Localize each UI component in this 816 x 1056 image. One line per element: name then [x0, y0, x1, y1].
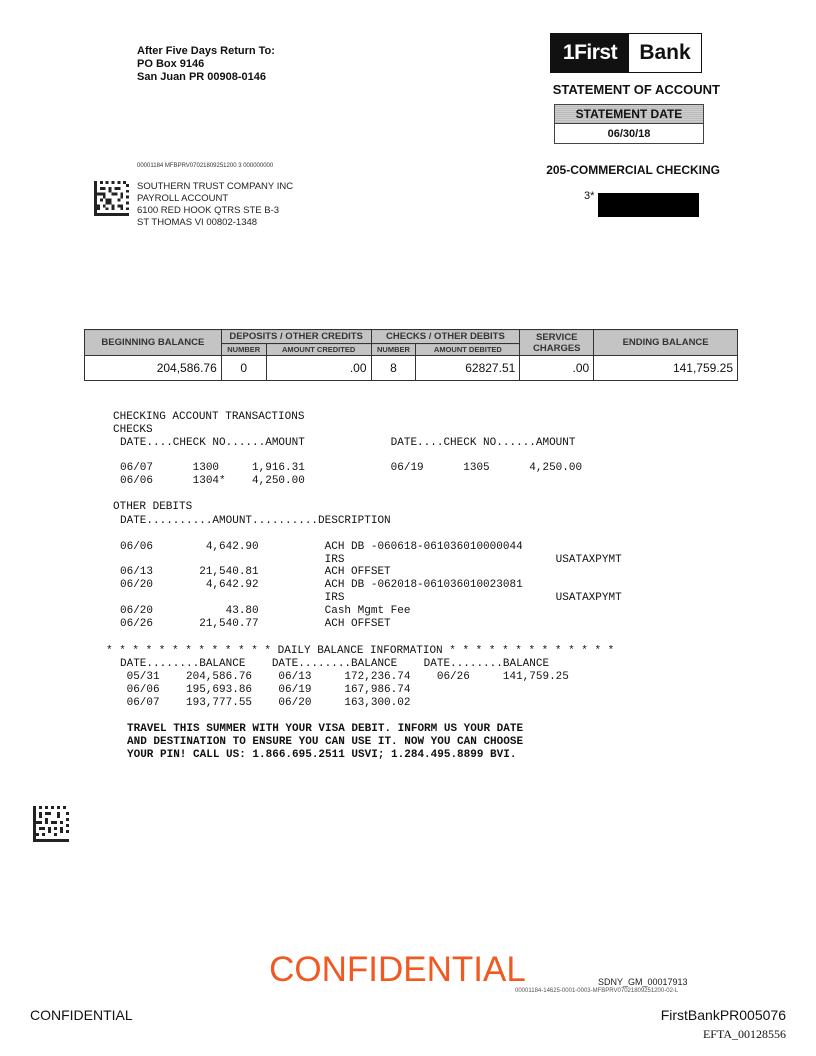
return-address	[137, 45, 275, 84]
checks-row: 06/06 1304* 4,250.00	[120, 475, 305, 487]
promo-message-line: YOUR PIN! CALL US: 1.866.695.2511 USVI; 1.284.495.8899 BVI.	[127, 749, 517, 761]
service-charges-header: SERVICE CHARGES	[520, 330, 594, 356]
transactions-section-title: CHECKING ACCOUNT TRANSACTIONS	[113, 411, 305, 423]
deposits-header: DEPOSITS / OTHER CREDITS	[221, 330, 371, 344]
other-debit-row: 06/20 4,642.92 ACH DB -062018-061036010023081	[120, 579, 523, 591]
checks-header: CHECKS / OTHER DEBITS	[371, 330, 520, 344]
checks-header: DATE....CHECK NO......AMOUNT DATE....CHECK NO......AMOUNT	[120, 437, 576, 449]
statement-date-value: 06/30/18	[607, 128, 651, 140]
other-debits-title: OTHER DEBITS	[113, 501, 193, 513]
service-charges-value: .00	[520, 356, 594, 381]
micro-code: 00001184-14625-0001-0003-MFBPRV07021809251200-02-L	[515, 988, 679, 994]
bank-production-number: FirstBankPR005076	[660, 1007, 786, 1023]
promo-message-line: AND DESTINATION TO ENSURE YOU CAN USE IT. NOW YOU CAN CHOOSE	[127, 736, 524, 748]
mail-code: 00001184 MFBPRV07021809251200 3 000000000	[137, 163, 274, 169]
statement-date-box	[554, 104, 704, 144]
amount-credited-header: AMOUNT CREDITED	[266, 344, 371, 356]
other-debit-row: 06/26 21,540.77 ACH OFFSET	[120, 618, 391, 630]
beginning-balance-header: BEGINNING BALANCE	[85, 330, 222, 356]
other-debit-row: IRS USATAXPYMT	[120, 554, 622, 566]
logo-first-text: 1First	[551, 34, 629, 72]
checks-title: CHECKS	[113, 424, 153, 436]
logo-bank-text: Bank	[639, 41, 691, 64]
other-debit-row: 06/20 43.80 Cash Mgmt Fee	[120, 605, 411, 617]
daily-balance-row: 05/31 204,586.76 06/13 172,236.74 06/26 141,759.25	[120, 671, 569, 683]
daily-balance-header: DATE........BALANCE DATE........BALANCE DATE........BALANCE	[120, 658, 550, 670]
debit-amount-value: 62827.51	[416, 356, 520, 381]
promo-message-line: TRAVEL THIS SUMMER WITH YOUR VISA DEBIT. INFORM US YOUR DATE	[127, 723, 524, 735]
other-debit-row: 06/13 21,540.81 ACH OFFSET	[120, 566, 391, 578]
account-number-prefix: 3*	[584, 190, 595, 202]
daily-balance-banner: * * * * * * * * * * * * * DAILY BALANCE INFORMATION * * * * * * * * * * * * *	[106, 645, 615, 657]
efta-number: EFTA_00128556	[702, 1027, 786, 1041]
other-debits-header: DATE..........AMOUNT..........DESCRIPTION	[120, 515, 391, 527]
amount-debited-header: AMOUNT DEBITED	[416, 344, 520, 356]
debit-number-header: NUMBER	[371, 344, 416, 356]
barcode-2d-icon	[33, 806, 69, 842]
confidential-stamp	[0, 950, 816, 990]
customer-name: SOUTHERN TRUST COMPANY INC	[137, 181, 294, 192]
other-debit-row: IRS USATAXPYMT	[120, 592, 622, 604]
confidential-stamp-text: CONFIDENTIAL	[269, 950, 526, 989]
checks-row: 06/07 1300 1,916.31 06/19 1305 4,250.00	[120, 462, 583, 474]
ending-balance-header: ENDING BALANCE	[594, 330, 738, 356]
bates-number: SDNY_GM_00017913	[598, 977, 688, 987]
statement-date-label: STATEMENT DATE	[555, 105, 703, 124]
account-type: 205-COMMERCIAL CHECKING	[546, 163, 720, 177]
ending-balance-value: 141,759.25	[594, 356, 738, 381]
deposit-count-value: 0	[221, 356, 266, 381]
debit-count-value: 8	[371, 356, 416, 381]
bank-logo	[550, 33, 702, 73]
balance-summary-table	[84, 329, 738, 381]
redaction-box	[598, 193, 699, 217]
balance-values-row	[85, 356, 738, 381]
deposit-amount-value: .00	[266, 356, 371, 381]
daily-balance-row: 06/07 193,777.55 06/20 163,300.02	[120, 697, 411, 709]
beginning-balance-value: 204,586.76	[85, 356, 222, 381]
statement-title: STATEMENT OF ACCOUNT	[552, 82, 720, 97]
customer-address-line4: ST THOMAS VI 00802-1348	[137, 217, 258, 228]
customer-address	[137, 181, 293, 229]
barcode-2d-icon	[94, 181, 129, 216]
return-address-line3: San Juan PR 00908-0146	[137, 71, 267, 83]
confidential-footer-label: CONFIDENTIAL	[30, 1007, 133, 1023]
return-address-line1: After Five Days Return To:	[137, 45, 275, 57]
daily-balance-row: 06/06 195,693.86 06/19 167,986.74	[120, 684, 411, 696]
deposit-number-header: NUMBER	[221, 344, 266, 356]
customer-address-line3: 6100 RED HOOK QTRS STE B-3	[137, 205, 280, 216]
other-debit-row: 06/06 4,642.90 ACH DB -060618-061036010000044	[120, 541, 523, 553]
balance-header-row	[85, 330, 738, 344]
return-address-line2: PO Box 9146	[137, 58, 205, 70]
customer-address-line2: PAYROLL ACCOUNT	[137, 193, 229, 204]
